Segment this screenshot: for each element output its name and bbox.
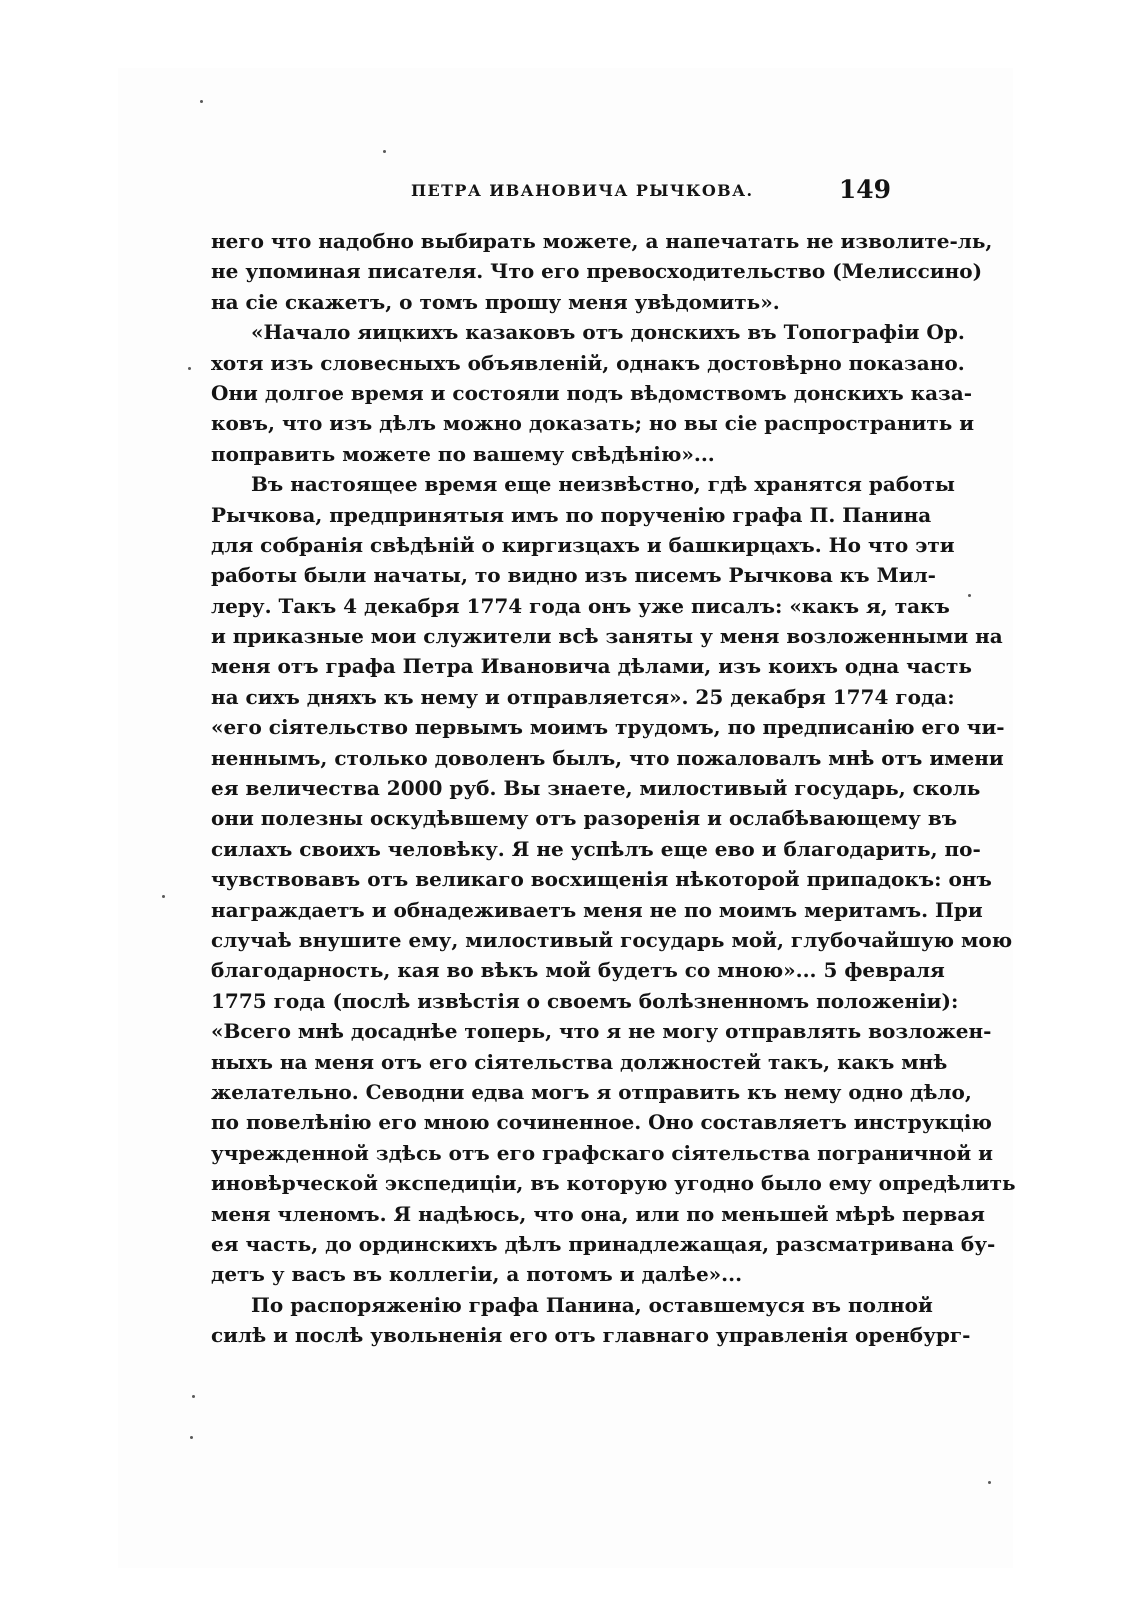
text-line: на сихъ дняхъ къ нему и отправляется». 25 декабря 1774 года: xyxy=(211,684,955,709)
text-line: учрежденной здѣсь отъ его графскаго сіятельства пограничной и xyxy=(211,1140,994,1165)
text-line: иновѣрческой экспедиціи, въ которую угодно было ему опредѣлить xyxy=(211,1171,1016,1196)
text-line: и приказные мои служители всѣ заняты у меня возложенными на xyxy=(211,624,1003,649)
text-line: него что надобно выбирать можете, а напечатать не изволите-ль, xyxy=(211,229,993,253)
text-line: силѣ и послѣ увольненія его отъ главнаго управленія оренбург- xyxy=(211,1323,971,1348)
text-line: детъ у васъ въ коллегіи, а потомъ и далѣе»... xyxy=(211,1262,743,1287)
text-line: работы были начаты, то видно изъ писемъ Рычкова къ Мил- xyxy=(211,563,936,588)
scan-speck xyxy=(192,1395,195,1398)
text-line: Они долгое время и состояли подъ вѣдомствомъ донскихъ каза- xyxy=(211,380,973,405)
text-line: ныхъ на меня отъ его сіятельства должностей такъ, какъ мнѣ xyxy=(211,1049,948,1074)
scan-speck xyxy=(200,100,203,103)
text-line: меня отъ графа Петра Ивановича дѣлами, изъ коихъ одна часть xyxy=(211,654,972,679)
page-number: 149 xyxy=(838,175,891,204)
text-line: силахъ своихъ человѣку. Я не успѣлъ еще ево и благодарить, по- xyxy=(211,836,981,861)
text-line: не упоминая писателя. Что его превосходительство (Мелиссино) xyxy=(211,259,983,284)
text-line: ковъ, что изъ дѣлъ можно доказать; но вы сіе распространить и xyxy=(211,411,975,436)
text-line: поправить можете по вашему свѣдѣнію»... xyxy=(211,441,715,466)
scan-speck xyxy=(988,1481,991,1484)
scan-speck xyxy=(188,367,191,370)
text-line: «его сіятельство первымъ моимъ трудомъ, по предписанію его чи- xyxy=(211,715,1005,740)
text-line: меня членомъ. Я надѣюсь, что она, или по меньшей мѣрѣ первая xyxy=(211,1201,985,1226)
running-head: ПЕТРА ИВАНОВИЧА РЫЧКОВА. xyxy=(411,181,754,200)
paragraph-start-line: Въ настоящее время еще неизвѣстно, гдѣ хранятся работы xyxy=(251,472,955,497)
scan-speck xyxy=(968,594,971,597)
text-line: ея величества 2000 руб. Вы знаете, милостивый государь, сколь xyxy=(211,776,981,801)
scan-speck xyxy=(190,1436,193,1439)
paragraph-start-line: «Начало яицкихъ казаковъ отъ донскихъ въ Топографіи Ор. xyxy=(251,320,965,345)
text-line: по повелѣнію его мною сочиненное. Оно составляетъ инструкцію xyxy=(211,1110,992,1135)
text-line: ея часть, до ординскихъ дѣлъ принадлежащая, разсматривана бу- xyxy=(211,1231,996,1256)
body-text xyxy=(211,226,1016,1350)
text-line: чувствовавъ отъ великаго восхищенія нѣкоторой припадокъ: онъ xyxy=(211,867,992,892)
text-line: случаѣ внушите ему, милостивый государь мой, глубочайшую мою xyxy=(211,927,1013,952)
text-line: они полезны оскудѣвшему отъ разоренія и ослабѣвающему въ xyxy=(211,806,958,831)
page-header xyxy=(211,175,891,211)
text-line: награждаетъ и обнадеживаетъ меня не по моимъ меритамъ. При xyxy=(211,897,983,922)
text-line: Рычкова, предпринятыя имъ по порученію графа П. Панина xyxy=(211,502,932,527)
text-line: хотя изъ словесныхъ объявленій, однакъ достовѣрно показано. xyxy=(211,350,965,375)
text-line: желательно. Севодни едва могъ я отправить къ нему одно дѣло, xyxy=(211,1079,972,1104)
text-line: благодарность, кая во вѣкъ мой будетъ со мною»... 5 февраля xyxy=(211,958,945,983)
scan-speck xyxy=(162,895,165,898)
text-line: на сіе скажетъ, о томъ прошу меня увѣдомить». xyxy=(211,289,780,314)
text-line: неннымъ, столько доволенъ былъ, что пожаловалъ мнѣ отъ имени xyxy=(211,745,1004,770)
text-line: леру. Такъ 4 декабря 1774 года онъ уже писалъ: «какъ я, такъ xyxy=(211,593,950,618)
text-line: «Всего мнѣ досаднѣе топерь, что я не могу отправлять возложен- xyxy=(211,1019,992,1044)
scan-speck xyxy=(383,150,386,153)
paragraph-start-line: По распоряженію графа Панина, оставшемуся въ полной xyxy=(251,1292,933,1317)
text-line: для собранія свѣдѣній о киргизцахъ и башкирцахъ. Но что эти xyxy=(211,532,955,557)
text-line: 1775 года (послѣ извѣстія о своемъ болѣзненномъ положеніи): xyxy=(211,988,959,1013)
